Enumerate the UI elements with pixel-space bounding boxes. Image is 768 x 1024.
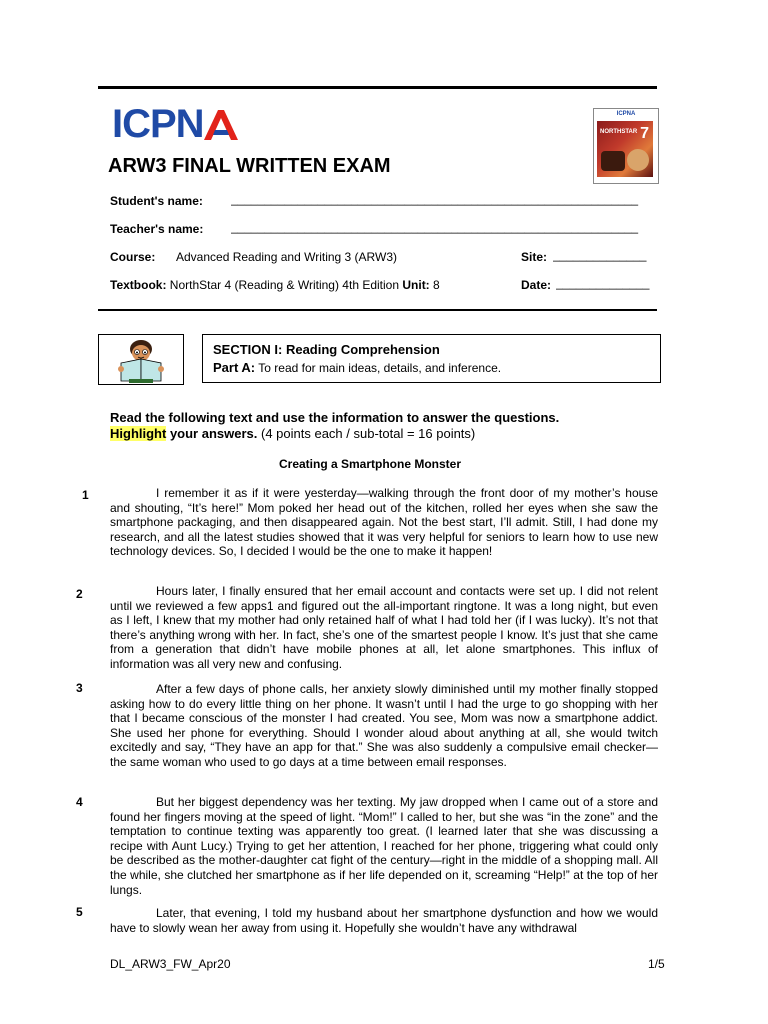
cover-brand: ICPNA — [616, 111, 636, 117]
reading-student-icon — [99, 335, 183, 384]
textbook-value: NorthStar 4 (Reading & Writing) 4th Edition — [169, 278, 400, 292]
instructions-answers: your answers. — [166, 426, 258, 441]
footer-page-number: 1/5 — [648, 957, 665, 971]
section-part-text: To read for main ideas, details, and inference. — [258, 361, 502, 375]
footer-code: DL_ARW3_FW_Apr20 — [110, 957, 231, 971]
section-header-box — [202, 334, 661, 383]
teacher-name-field[interactable]: _____________________________________________________________ — [231, 220, 639, 234]
story-title: Creating a Smartphone Monster — [278, 457, 462, 471]
unit-label: Unit: — [402, 278, 430, 292]
highlight-word: Highlight — [110, 426, 167, 441]
student-name-field[interactable]: _____________________________________________________________ — [231, 192, 639, 206]
icpna-logo — [112, 104, 272, 144]
textbook-line — [110, 278, 440, 292]
section-title: SECTION I: Reading Comprehension — [213, 342, 440, 357]
paragraph-1: I remember it as if it were yesterday—walking through the front door of my mother’s house and shouting, “It’s here!” Mom poked her head out of the kitchen, rolled her eyes when she saw the smartphone packaging, and then disappeared again. Not the best start, I’ll admit. Still, I had done my research, and all the latest studies showed that it was very helpful for seniors to learn how to use new technology devices. So, I decided I would be the one to make it happen! — [110, 486, 658, 559]
course-value: Advanced Reading and Writing 3 (ARW3) — [176, 250, 398, 264]
instructions-line-1: Read the following text and use the information to answer the questions. — [110, 410, 560, 425]
instructions-line-2 — [110, 426, 475, 441]
instructions-points: (4 points each / sub-total = 16 points) — [257, 426, 476, 441]
date-field[interactable]: ______________ — [556, 276, 650, 290]
paragraph-number-2: 2 — [76, 587, 83, 601]
reader-illustration-box — [98, 334, 184, 385]
student-name-label: Student's name: — [110, 194, 203, 208]
cover-title: NORTHSTAR — [600, 129, 638, 135]
paragraph-4: But her biggest dependency was her texting. My jaw dropped when I came out of a store and found her fingers moving at the speed of light. “Mom!” I called to her, but she was “in the zone” and the temptation to continue texting was apparently too great. (I learned later that she was discussing a recipe with Aunt Lucy.) Trying to get her attention, I reached for her phone, triggering what could only be described as the mother-daughter cat fight of the century—right in the middle of a shopping mall. All the while, she clutched her smartphone as if her life depended on it, screaming “Help!” at the top of her lungs. — [110, 795, 658, 897]
cover-photo — [601, 151, 625, 171]
date-label: Date: — [521, 278, 552, 292]
paragraph-3: After a few days of phone calls, her anxiety slowly diminished until my mother finally stopped asking how to do every little thing on her phone. It wasn’t until I had the urge to go shopping with her that I became conscious of the monster I had created. You see, Mom was now a smartphone addict. She used her phone for everything. Should I wonder aloud about anything at all, she would twitch excitedly and say, “They have an app for that.” She was also suddenly a compulsive email checker—the same woman who used to go days at a time between email responses. — [110, 682, 658, 769]
course-label: Course: — [110, 250, 156, 264]
textbook-cover-image — [593, 108, 659, 184]
cover-photo-2 — [627, 149, 649, 171]
site-label: Site: — [521, 250, 548, 264]
paragraph-5: Later, that evening, I told my husband about her smartphone dysfunction and how we would have to slowly wean her away from using it. Hopefully she wouldn’t have any withdrawal — [110, 906, 658, 935]
exam-title: ARW3 FINAL WRITTEN EXAM — [108, 155, 391, 177]
paragraph-2: Hours later, I finally ensured that her email account and contacts were set up. I did not relent until we reviewed a few apps1 and figured out the all-important ringtone. It was a long night, but even as I left, I knew that my mother had only retained half of what I had told her (if I was lucky). It’s not that there’s anything wrong with her. In fact, she’s one of the smartest people I know. It’s just that she came from a generation that didn’t have mobile phones at all, let alone smartphones. This influx of information was all very new and confusing. — [110, 584, 658, 671]
paragraph-number-1: 1 — [82, 488, 89, 502]
section-part-label: Part A: — [213, 360, 256, 375]
top-rule — [98, 86, 657, 89]
textbook-label: Textbook: — [110, 278, 167, 292]
header-bottom-rule — [98, 309, 657, 311]
paragraph-number-3: 3 — [76, 681, 83, 695]
logo-text: ICPN — [112, 102, 204, 146]
site-field[interactable]: ______________ — [553, 248, 647, 262]
teacher-name-label: Teacher's name: — [110, 222, 204, 236]
unit-value: 8 — [433, 278, 440, 292]
paragraph-number-5: 5 — [76, 905, 83, 919]
logo-accent-icon — [204, 109, 238, 141]
section-part-line — [213, 360, 501, 375]
cover-number: 7 — [640, 125, 649, 142]
cover-art — [597, 121, 653, 177]
paragraph-number-4: 4 — [76, 795, 83, 809]
